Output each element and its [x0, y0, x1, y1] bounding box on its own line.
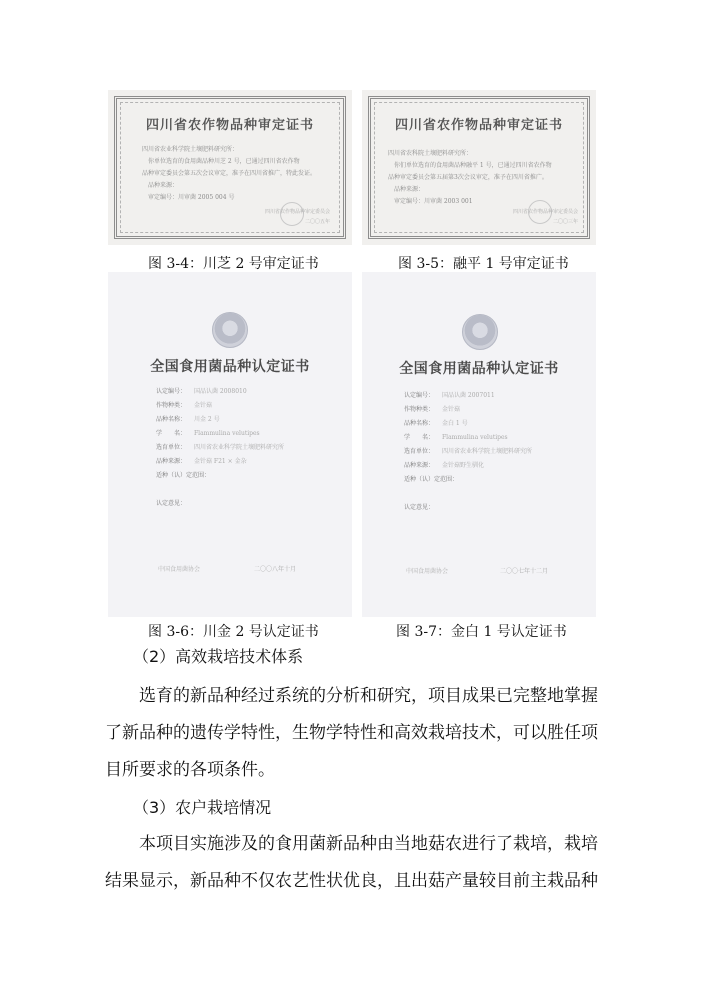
paragraph-line: 选育的新品种经过系统的分析和研究，项目成果已完整地掌握	[139, 686, 598, 706]
certificate-line: 品种审定委员会第五届第3次会议审定，准予在四川省推广。	[388, 174, 548, 181]
field-value: 金白 1 号	[442, 420, 468, 427]
paragraph-line: 本项目实施涉及的食用菌新品种由当地菇农进行了栽培，栽培	[139, 834, 598, 854]
certificate-emblem	[462, 314, 498, 350]
field-label: 认定意见：	[404, 504, 435, 511]
certificate-line: 品种来源：	[148, 182, 179, 189]
certificate-issuer: 四川省农作物品种审定委员会	[512, 209, 578, 215]
certificate-date: 二〇〇三年	[552, 219, 578, 225]
certificate-line: 审定编号：川审菌 2003 001	[394, 198, 473, 205]
field-value: 四川省农业科学院土壤肥料研究所	[442, 448, 533, 455]
field-label: 认定编号：	[404, 392, 435, 399]
certificate-line: 四川省农业科学院土壤肥料研究所：	[142, 146, 239, 153]
field-label: 作物种类：	[156, 402, 187, 409]
field-value: 金针菇	[194, 402, 213, 409]
certificate-title: 全国食用菌品种认定证书	[150, 359, 310, 375]
field-label: 学 名：	[404, 434, 435, 441]
certificate-issuer: 四川省农作物品种审定委员会	[264, 209, 330, 215]
certificate-line: 你们单位选育的食用菌品种融平 1 号，已通过四川省农作物	[394, 162, 552, 169]
field-value: 金针菇 F21 × 金杂	[194, 458, 247, 465]
certificate-line: 四川省农科院土壤肥料研究所：	[388, 150, 473, 157]
certificate-issuer: 中国食用菌协会	[158, 566, 201, 573]
field-label: 认定编号：	[156, 388, 187, 395]
field-value: 川金 2 号	[194, 416, 220, 423]
figure-caption: 图 3-7：金白 1 号认定证书	[396, 624, 567, 640]
certificate-image-3-4	[108, 90, 352, 245]
field-label: 学 名：	[156, 430, 187, 437]
certificate-title: 全国食用菌品种认定证书	[399, 361, 559, 377]
paragraph-section3	[105, 826, 603, 900]
field-label: 品种名称：	[404, 420, 435, 427]
certificate-image-3-7	[362, 272, 596, 617]
certificate-image-3-6	[108, 272, 352, 617]
certificate-image-3-5	[362, 90, 596, 245]
field-value: 四川省农业科学院土壤肥料研究所	[194, 444, 285, 451]
field-label: 品种名称：	[156, 416, 187, 423]
certificate-date: 二〇〇八年十月	[253, 566, 296, 573]
certificate-date: 二〇〇五年	[304, 219, 330, 225]
field-value: 国品认菌 2007011	[442, 392, 495, 399]
field-label: 适种（认）定范围：	[156, 472, 211, 479]
certificate-issuer: 中国食用菌协会	[406, 568, 449, 575]
field-value: 金针菇	[442, 406, 461, 413]
field-value: Flammulina velutipes	[194, 430, 260, 437]
field-label: 选育单位：	[156, 444, 187, 451]
field-label: 品种来源：	[404, 462, 435, 469]
field-value: 国品认菌 2008010	[194, 388, 247, 395]
figure-caption: 图 3-5：融平 1 号审定证书	[398, 256, 569, 272]
certificate-title: 四川省农作物品种审定证书	[394, 118, 563, 133]
field-value: 金针菇野生驯化	[442, 462, 485, 469]
certificate-line: 品种审定委员会第五次会议审定，准予在四川省推广，特此发证。	[142, 170, 317, 177]
certificate-line: 你单位选育的食用菌品种川芝 2 号，已通过四川省农作物	[148, 158, 300, 165]
certificate-line: 品种来源：	[394, 186, 425, 193]
field-label: 认定意见：	[156, 500, 187, 507]
paragraph-section2	[105, 678, 603, 789]
field-value: Flammulina velutipes	[442, 434, 508, 441]
section-heading: （2）高效栽培技术体系	[133, 647, 304, 666]
figure-caption: 图 3-6：川金 2 号认定证书	[148, 624, 319, 640]
certificate-emblem	[212, 312, 248, 348]
certificate-line: 审定编号：川审菌 2005 004 号	[148, 194, 235, 201]
figure-caption: 图 3-4：川芝 2 号审定证书	[148, 256, 319, 272]
paragraph-line: 了新品种的遗传学特性，生物学特性和高效栽培技术，可以胜任项	[105, 723, 598, 743]
certificate-date: 二〇〇七年十二月	[499, 568, 548, 575]
paragraph-line: 结果显示，新品种不仅农艺性状优良，且出菇产量较目前主栽品种	[105, 871, 598, 891]
paragraph-line: 目所要求的各项条件。	[105, 760, 275, 780]
field-label: 品种来源：	[156, 458, 187, 465]
section-heading: （3）农户栽培情况	[133, 798, 272, 817]
certificate-title: 四川省农作物品种审定证书	[145, 118, 314, 133]
field-label: 适种（认）定范围：	[404, 476, 459, 483]
field-label: 选育单位：	[404, 448, 435, 455]
field-label: 作物种类：	[404, 406, 435, 413]
